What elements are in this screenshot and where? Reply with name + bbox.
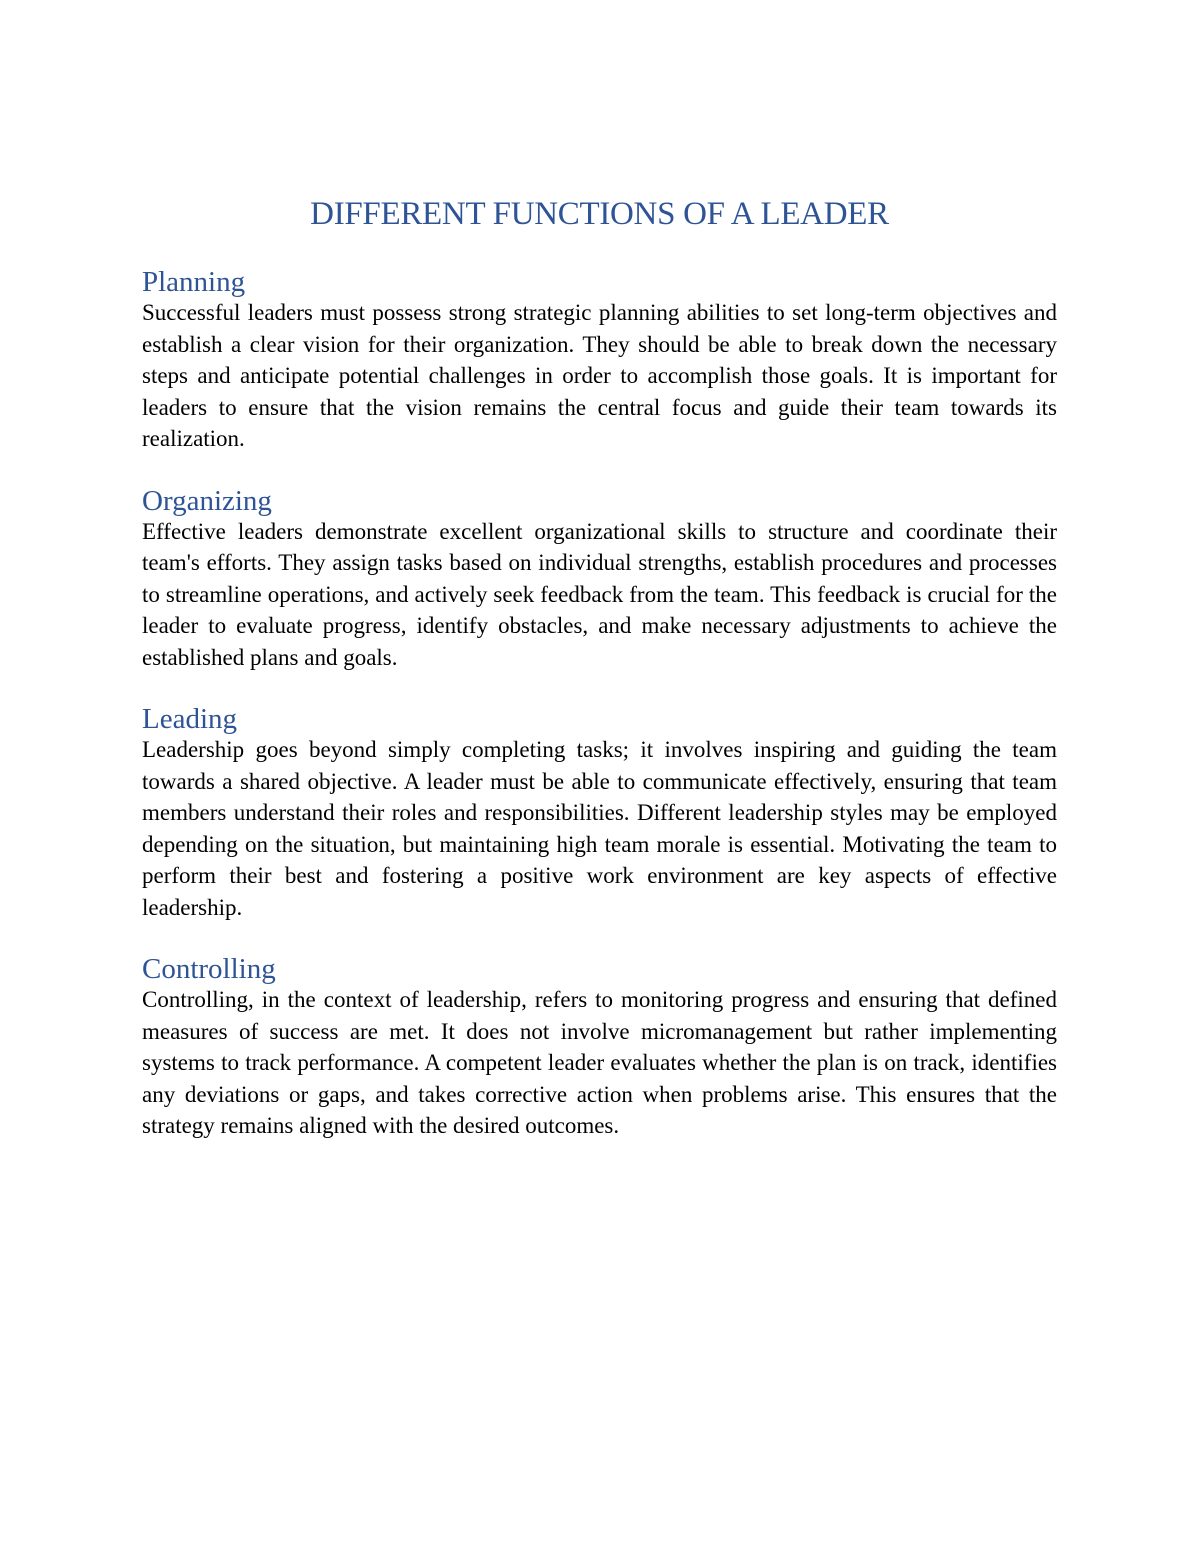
section-controlling [142,952,1057,1142]
section-heading: Organizing [142,484,272,517]
section-body: Leadership goes beyond simply completing tasks; it involves inspiring and guiding the team towards a shared objective. A leader must be able to communicate effectively, ensuring that team members understand their roles and responsibilities. Different leadership styles may be employed depending on the situation, but maintaining high team morale is essential. Motivating the team to perform their best and fostering a positive work environment are key aspects of effective leadership. [142,737,1057,920]
section-body: Successful leaders must possess strong strategic planning abilities to set long-term objectives and establish a clear vision for their organization. They should be able to break down the necessary steps and anticipate potential challenges in order to accomplish those goals. It is important for leaders to ensure that the vision remains the central focus and guide their team towards its realization. [142,300,1057,451]
section-heading: Leading [142,703,238,735]
document-content [142,194,1057,1171]
section-leading [142,702,1057,923]
section-organizing [142,484,1057,674]
section-body: Controlling, in the context of leadership, refers to monitoring progress and ensuring that defined measures of success are met. It does not involve micromanagement but rather implementing systems to track performance. A competent leader evaluates whether the plan is on track, identifies any deviations or gaps, and takes corrective action when problems arise. This ensures that the strategy remains aligned with the desired outcomes. [142,987,1057,1138]
section-planning [142,265,1057,455]
section-heading: Controlling [142,953,276,985]
section-body: Effective leaders demonstrate excellent organizational skills to structure and coordinate their team's efforts. They assign tasks based on individual strengths, establish procedures and processes to streamline operations, and actively seek feedback from the team. This feedback is crucial for the leader to evaluate progress, identify obstacles, and make necessary adjustments to achieve the established plans and goals. [142,518,1057,670]
section-heading: Planning [142,266,246,298]
document-title: DIFFERENT FUNCTIONS OF A LEADER [310,196,889,232]
